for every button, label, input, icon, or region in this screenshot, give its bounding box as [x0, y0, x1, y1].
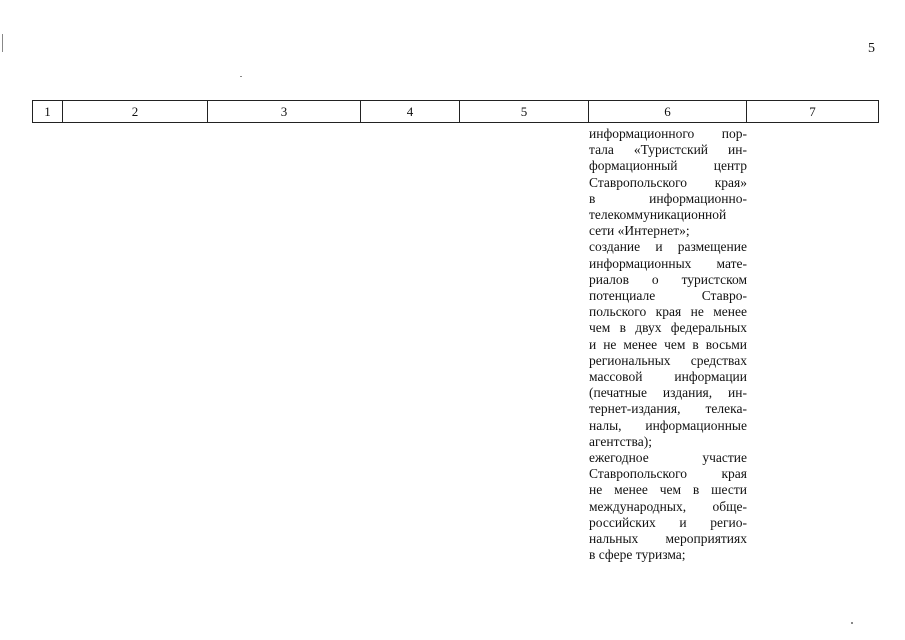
column-header-3: 3: [208, 101, 361, 123]
column-number-row: [32, 100, 879, 123]
text-line: (печатные издания, ин-: [589, 385, 747, 401]
text-line: российских и регио-: [589, 514, 747, 530]
column-header-5: 5: [460, 101, 589, 123]
text-line: потенциале Ставро-: [589, 288, 747, 304]
text-line: Ставропольского края»: [589, 174, 747, 190]
text-line: агентства);: [589, 433, 652, 449]
text-line: в информационно-: [589, 190, 747, 206]
column-6-text: [589, 126, 747, 563]
text-line: чем в двух федеральных: [589, 320, 747, 336]
column-header-7: 7: [747, 101, 879, 123]
text-line: тернет-издания, телека-: [589, 401, 747, 417]
scan-mark: [2, 34, 3, 52]
text-line: информационного пор-: [589, 126, 747, 141]
text-line: не менее чем в шести: [589, 482, 747, 498]
text-line: польского края не менее: [589, 304, 747, 320]
column-header-1: 1: [33, 101, 63, 123]
page-number: 5: [868, 41, 875, 56]
text-line: создание и размещение: [589, 239, 747, 255]
text-line: и не менее чем в восьми: [589, 336, 747, 352]
scan-mark: [851, 622, 853, 624]
text-line: международных, обще-: [589, 498, 747, 514]
text-line: тала «Туристский ин-: [589, 142, 747, 158]
text-line: региональных средствах: [589, 352, 747, 368]
text-line: формационный центр: [589, 158, 747, 174]
text-line: нальных мероприятиях: [589, 531, 747, 547]
text-line: телекоммуникационной: [589, 207, 727, 223]
column-header-2: 2: [63, 101, 208, 123]
text-line: риалов о туристском: [589, 271, 747, 287]
column-header-4: 4: [361, 101, 460, 123]
text-line: сети «Интернет»;: [589, 223, 690, 239]
text-line: налы, информационные: [589, 417, 747, 433]
text-line: ежегодное участие: [589, 450, 747, 466]
text-line: информационных мате-: [589, 255, 747, 271]
scan-mark: [240, 76, 242, 77]
text-line: массовой информации: [589, 369, 747, 385]
text-line: Ставропольского края: [589, 466, 747, 482]
column-header-6: 6: [589, 101, 747, 123]
text-line: в сфере туризма;: [589, 547, 686, 563]
